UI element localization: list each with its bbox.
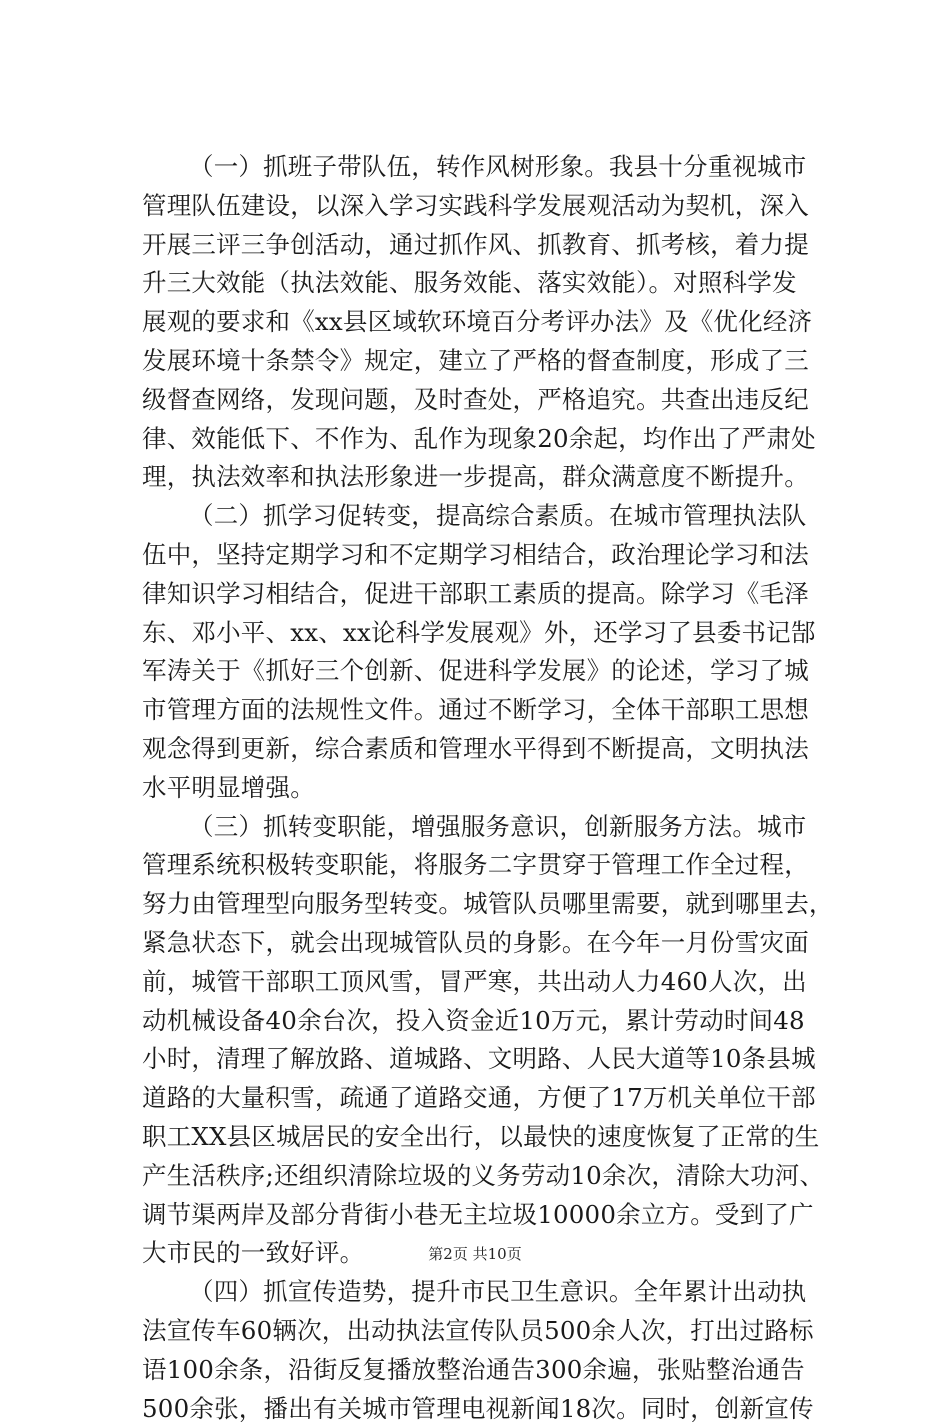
text-line: 小时，清理了解放路、道城路、文明路、人民大道等10条县城 (142, 1040, 842, 1079)
text-line: 管理系统积极转变职能，将服务二字贯穿于管理工作全过程， (142, 846, 842, 885)
text-line: 发展环境十条禁令》规定，建立了严格的督查制度，形成了三 (142, 342, 842, 381)
text-line: 升三大效能（执法效能、服务效能、落实效能）。对照科学发 (142, 264, 842, 303)
text-line: 产生活秩序;还组织清除垃圾的义务劳动10余次，清除大功河、 (142, 1157, 842, 1196)
text-line: 开展三评三争创活动，通过抓作风、抓教育、抓考核，着力提 (142, 226, 842, 265)
text-line: 伍中，坚持定期学习和不定期学习相结合，政治理论学习和法 (142, 536, 842, 575)
text-line: 道路的大量积雪，疏通了道路交通，方便了17万机关单位干部 (142, 1079, 842, 1118)
text-line: 法宣传车60辆次，出动执法宣传队员500余人次，打出过路标 (142, 1312, 842, 1351)
text-line: 展观的要求和《xx县区域软环境百分考评办法》及《优化经济 (142, 303, 842, 342)
text-line: 级督查网络，发现问题，及时查处，严格追究。共查出违反纪 (142, 381, 842, 420)
text-line: 动机械设备40余台次，投入资金近10万元，累计劳动时间48 (142, 1002, 842, 1041)
text-line: 律、效能低下、不作为、乱作为现象20余起，均作出了严肃处 (142, 420, 842, 459)
text-line: 东、邓小平、xx、xx论科学发展观》外，还学习了县委书记郜 (142, 614, 842, 653)
paragraph-first-line: （四）抓宣传造势，提升市民卫生意识。全年累计出动执 (142, 1273, 842, 1312)
text-line: 观念得到更新，综合素质和管理水平得到不断提高，文明执法 (142, 730, 842, 769)
paragraph-first-line: （三）抓转变职能，增强服务意识，创新服务方法。城市 (142, 808, 842, 847)
paragraph-first-line: （二）抓学习促转变，提高综合素质。在城市管理执法队 (142, 497, 842, 536)
page-footer: 第2页 共10页 (0, 1243, 950, 1264)
text-line: 前，城管干部职工顶风雪，冒严寒，共出动人力460人次，出 (142, 963, 842, 1002)
text-line: 律知识学习相结合，促进干部职工素质的提高。除学习《毛泽 (142, 575, 842, 614)
text-line: 市管理方面的法规性文件。通过不断学习，全体干部职工思想 (142, 691, 842, 730)
document-body (142, 148, 842, 1428)
text-line: 500余张，播出有关城市管理电视新闻18次。同时，创新宣传 (142, 1390, 842, 1428)
text-line: 水平明显增强。 (142, 769, 842, 808)
text-line: 紧急状态下，就会出现城管队员的身影。在今年一月份雪灾面 (142, 924, 842, 963)
paragraph-first-line: （一）抓班子带队伍，转作风树形象。我县十分重视城市 (142, 148, 842, 187)
text-line: 努力由管理型向服务型转变。城管队员哪里需要，就到哪里去， (142, 885, 842, 924)
text-line: 职工XX县区城居民的安全出行，以最快的速度恢复了正常的生 (142, 1118, 842, 1157)
text-line: 军涛关于《抓好三个创新、促进科学发展》的论述，学习了城 (142, 652, 842, 691)
text-line: 调节渠两岸及部分背街小巷无主垃圾10000余立方。受到了广 (142, 1196, 842, 1235)
text-line: 语100余条，沿街反复播放整治通告300余遍，张贴整治通告 (142, 1351, 842, 1390)
text-line: 理，执法效率和执法形象进一步提高，群众满意度不断提升。 (142, 458, 842, 497)
text-line: 管理队伍建设，以深入学习实践科学发展观活动为契机，深入 (142, 187, 842, 226)
text-line: 大市民的一致好评。 (142, 1234, 842, 1273)
